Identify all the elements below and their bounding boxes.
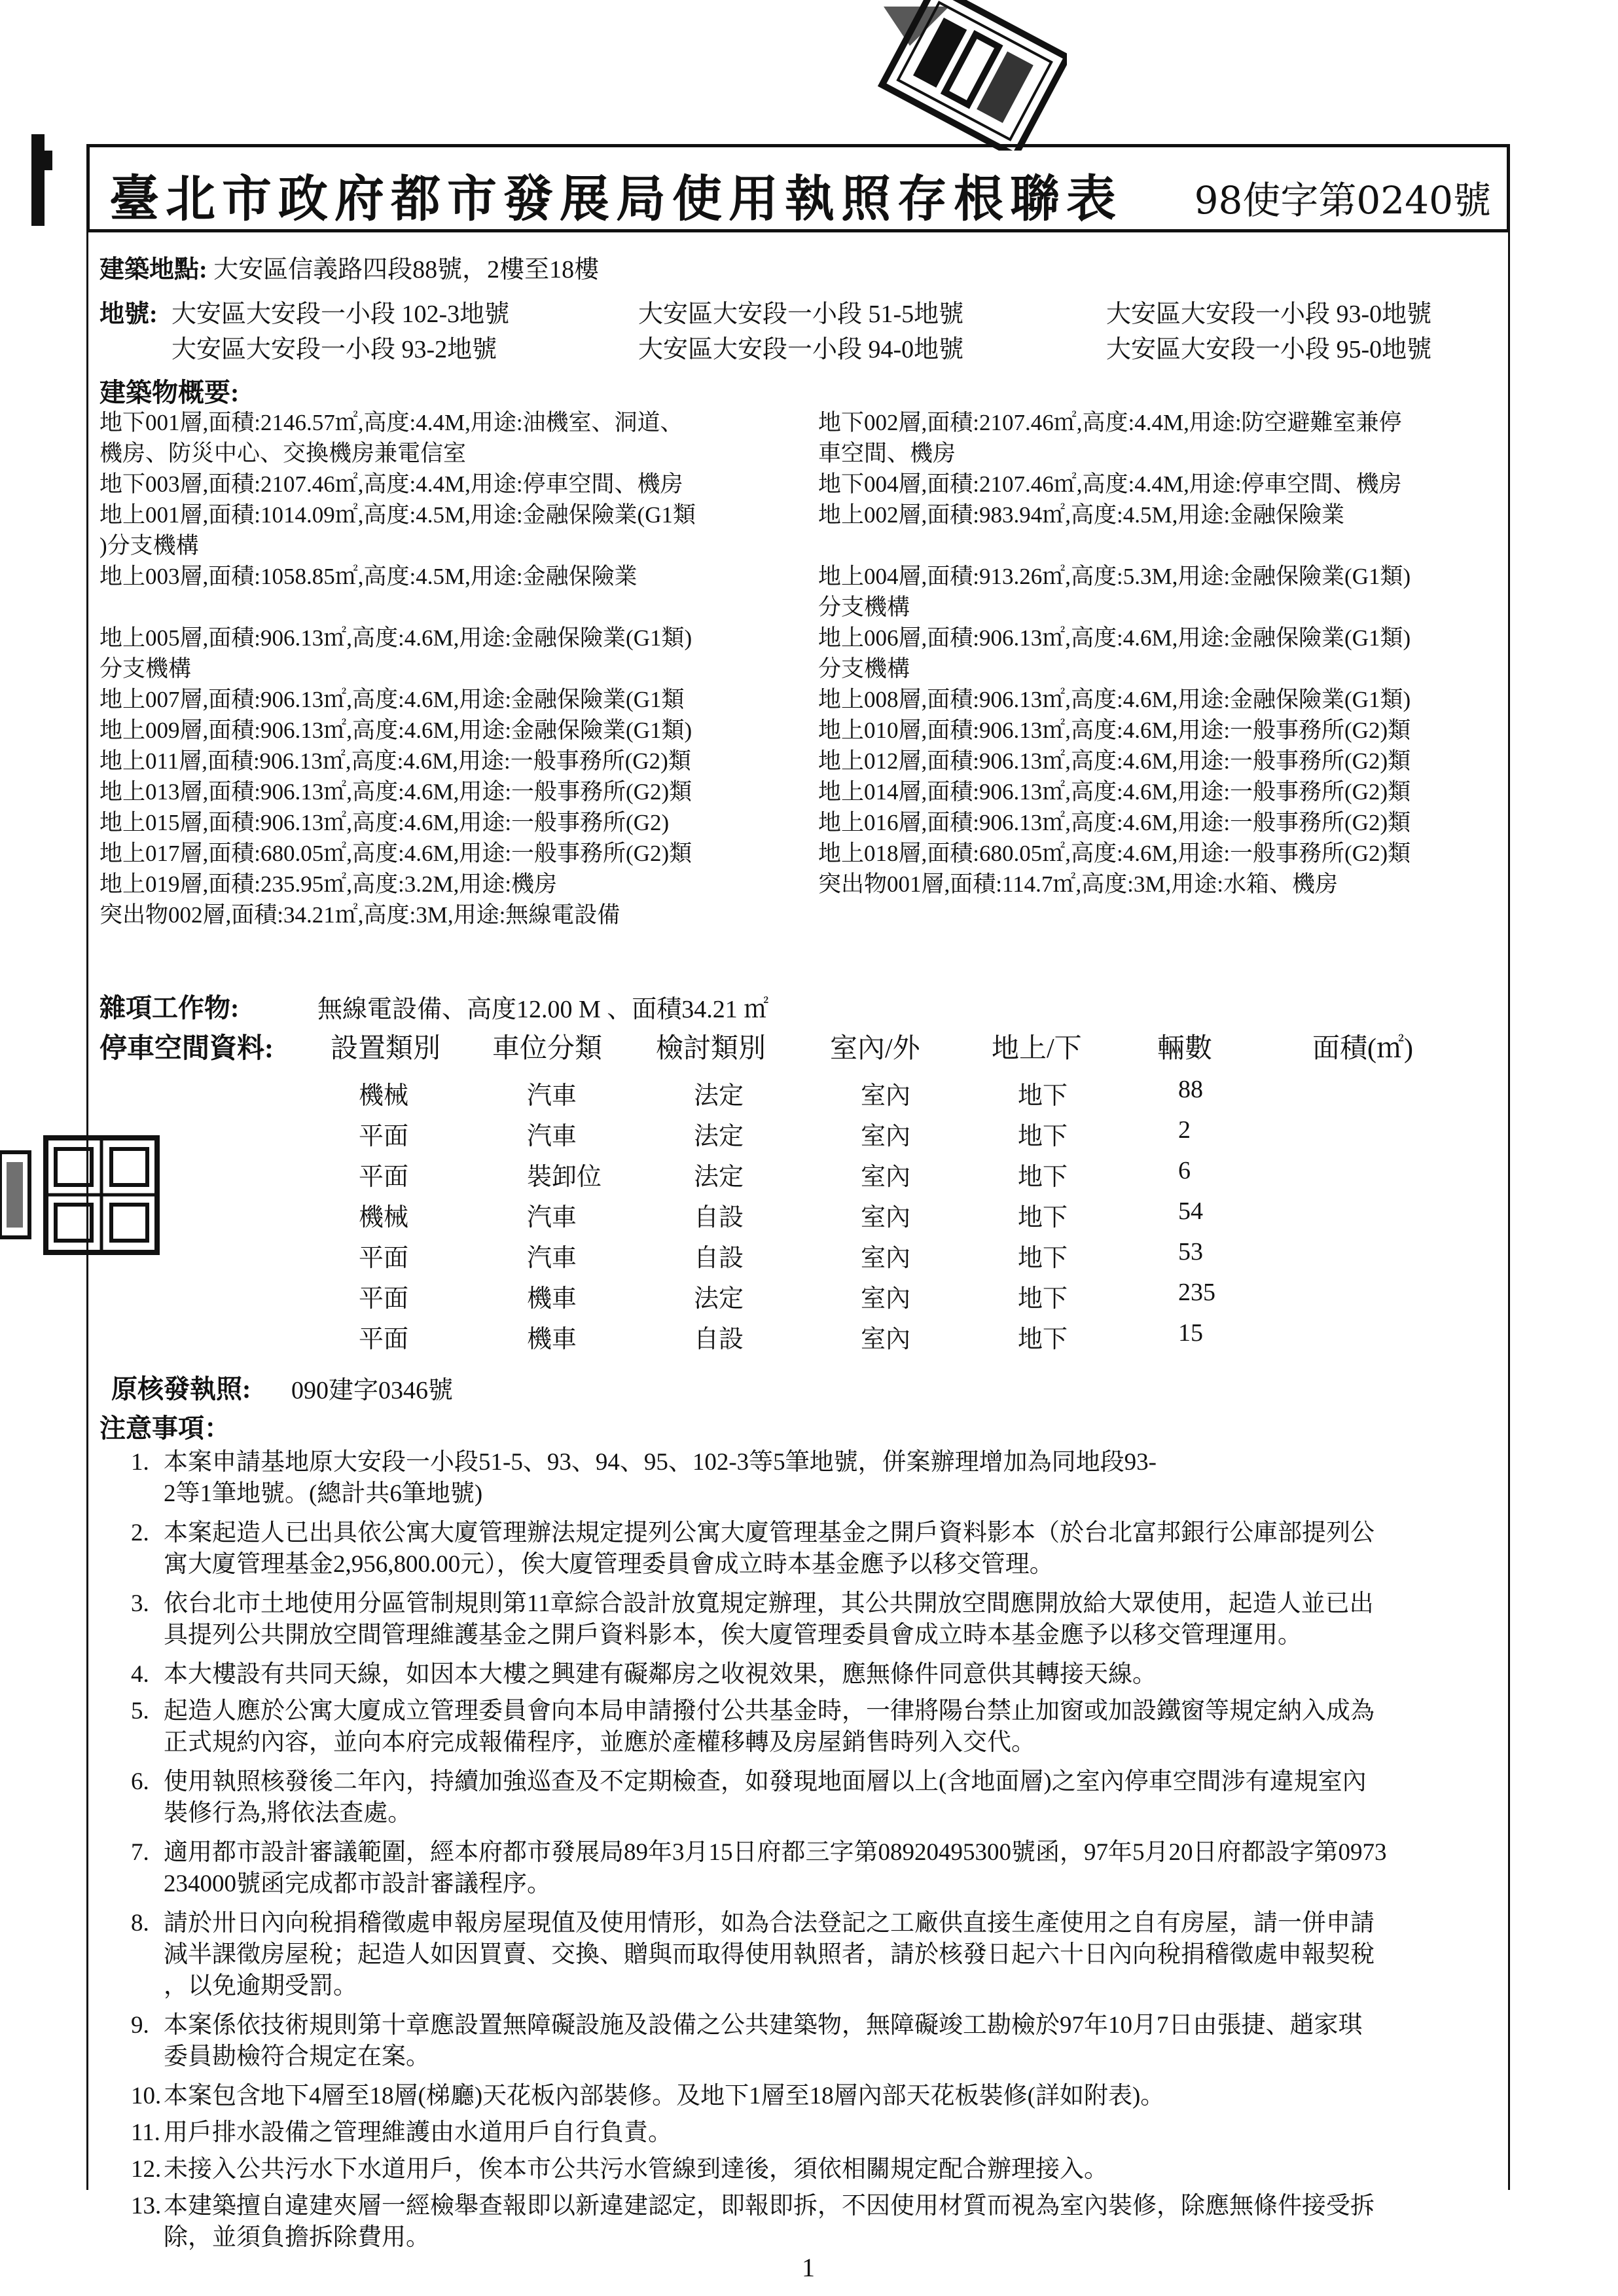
note-line: 234000號函完成都市設計審議程序。 — [164, 1870, 551, 1897]
overview-line: 地上010層,面積:906.13㎡,高度:4.6M,用途:一般事務所(G2)類 — [818, 718, 1411, 743]
overview-line — [818, 530, 1505, 561]
document-title: 臺北市政府都市發展局使用執照存根聯表 — [109, 170, 1123, 228]
note-line: 用戶排水設備之管理維護由水道用戶自行負責。 — [164, 2119, 672, 2146]
misc-work-label: 雜項工作物: — [99, 993, 240, 1023]
note-line: 本案起造人已出具依公寓大廈管理辦法規定提列公寓大廈管理基金之開戶資料影本（於台北富邦銀行公庫部提列公 — [164, 1520, 1375, 1546]
overview-line: 分支機構 — [818, 656, 910, 682]
parking-label: 停車空間資料: — [99, 1034, 274, 1064]
parking-cell: 53 — [1178, 1238, 1203, 1266]
note-line: 請於卅日內向稅捐稽徵處申報房屋現值及使用情形，如為合法登記之工廠供直接生產使用之自有房屋，請一併申請 — [164, 1910, 1375, 1937]
original-permit-label: 原核發執照: — [111, 1374, 251, 1404]
overview-line: 分支機構 — [818, 594, 910, 620]
lot-item: 大安區大安段一小段 102-3地號 — [171, 301, 510, 328]
parking-cell: 自設 — [694, 1204, 744, 1231]
overview-line: 地下003層,面積:2107.46㎡,高度:4.4M,用途:停車空間、機房 — [99, 471, 683, 497]
permit-number: 98使字第0240號 — [1194, 178, 1491, 223]
note-number: 1. — [131, 1449, 149, 1476]
note-number: 2. — [131, 1520, 149, 1546]
parking-cell: 88 — [1178, 1076, 1203, 1103]
note-text — [164, 2117, 1525, 2149]
note-number: 6. — [131, 1768, 149, 1795]
parking-cell: 室內 — [861, 1082, 911, 1110]
overview-line: 車空間、機房 — [818, 441, 956, 466]
parking-cell: 機車 — [527, 1326, 577, 1353]
parking-cell: 平面 — [359, 1245, 409, 1272]
parking-header-cell: 地上/下 — [992, 1034, 1082, 1064]
title-box — [86, 144, 1510, 232]
note-line: 2等1筆地號。(總計共6筆地號) — [164, 1480, 483, 1507]
parking-header-cell: 面積(㎡) — [1312, 1034, 1413, 1064]
note-number: 8. — [131, 1910, 149, 1937]
overview-line: 機房、防災中心、交換機房兼電信室 — [99, 441, 467, 466]
note-line: 除，並須負擔拆除費用。 — [164, 2224, 430, 2251]
parking-cell: 地下 — [1018, 1326, 1068, 1353]
overview-line: 突出物001層,面積:114.7㎡,高度:3M,用途:水箱、機房 — [818, 871, 1338, 897]
note-number: 4. — [131, 1661, 149, 1688]
parking-cell: 54 — [1178, 1197, 1203, 1225]
parking-cell: 地下 — [1018, 1163, 1068, 1191]
overview-line: 地上011層,面積:906.13㎡,高度:4.6M,用途:一般事務所(G2)類 — [99, 748, 691, 774]
note-text — [164, 1908, 1525, 2002]
parking-cell: 室內 — [861, 1326, 911, 1353]
note-line: 裝修行為,將依法查處。 — [164, 1800, 412, 1827]
overview-line: 地上002層,面積:983.94㎡,高度:4.5M,用途:金融保險業 — [818, 502, 1345, 528]
parking-header-cell: 檢討類別 — [656, 1034, 766, 1064]
parking-cell: 地下 — [1018, 1123, 1068, 1150]
parking-cell: 地下 — [1018, 1285, 1068, 1313]
original-permit-value: 090建字0346號 — [291, 1377, 454, 1404]
parking-cell: 平面 — [359, 1163, 409, 1191]
overview-label: 建築物概要: — [99, 378, 240, 407]
overview-line: )分支機構 — [99, 533, 199, 558]
parking-cell: 機械 — [359, 1082, 409, 1110]
notes-label: 注意事項： — [99, 1413, 230, 1443]
note-number: 9. — [131, 2012, 149, 2039]
overview-line: 地上012層,面積:906.13㎡,高度:4.6M,用途:一般事務所(G2)類 — [818, 748, 1411, 774]
parking-cell: 室內 — [861, 1163, 911, 1191]
note-line: 依台北市土地使用分區管制規則第11章綜合設計放寬規定辦理，其公共開放空間應開放給大眾使用，起造人並已出 — [164, 1590, 1374, 1617]
parking-header-cell: 設置類別 — [331, 1034, 441, 1064]
note-number: 10. — [131, 2083, 162, 2109]
note-line: 減半課徵房屋稅；起造人如因買賣、交換、贈與而取得使用執照者，請於核發日起六十日內向稅捐稽徵處申報契稅 — [164, 1941, 1375, 1968]
note-text — [164, 2081, 1525, 2112]
parking-cell: 機車 — [527, 1285, 577, 1313]
parking-cell: 汽車 — [527, 1123, 577, 1150]
overview-line — [818, 900, 1505, 930]
parking-cell: 平面 — [359, 1123, 409, 1150]
note-line: 寓大廈管理基金2,956,800.00元），俟大廈管理委員會成立時本基金應予以移交管理。 — [164, 1551, 1054, 1578]
note-number: 5. — [131, 1698, 149, 1724]
misc-work-value: 無線電設備、高度12.00 M 、面積34.21 ㎡ — [317, 996, 769, 1023]
parking-cell: 地下 — [1018, 1245, 1068, 1272]
lot-item: 大安區大安段一小段 93-2地號 — [171, 336, 497, 363]
note-text — [164, 1659, 1525, 1690]
note-text — [164, 1588, 1525, 1651]
overview-line — [99, 592, 806, 623]
parking-cell: 地下 — [1018, 1082, 1068, 1110]
parking-cell: 自設 — [694, 1245, 744, 1272]
parking-cell: 自設 — [694, 1326, 744, 1353]
lot-item: 大安區大安段一小段 94-0地號 — [638, 336, 964, 363]
official-seal-stamp-icon — [871, 0, 1067, 151]
overview-line: 地上001層,面積:1014.09㎡,高度:4.5M,用途:金融保險業(G1類 — [99, 502, 696, 528]
overview-line: 地上009層,面積:906.13㎡,高度:4.6M,用途:金融保險業(G1類) — [99, 718, 692, 743]
overview-line: 地上015層,面積:906.13㎡,高度:4.6M,用途:一般事務所(G2) — [99, 810, 670, 835]
overview-line: 地上004層,面積:913.26㎡,高度:5.3M,用途:金融保險業(G1類) — [818, 564, 1411, 589]
overview-line: 地上008層,面積:906.13㎡,高度:4.6M,用途:金融保險業(G1類) — [818, 687, 1411, 712]
note-number: 11. — [131, 2119, 160, 2146]
lot-item: 大安區大安段一小段 51-5地號 — [638, 301, 964, 328]
parking-cell: 2 — [1178, 1116, 1191, 1144]
note-text — [164, 1837, 1525, 1900]
parking-header-cell: 輛數 — [1157, 1034, 1213, 1064]
parking-cell: 地下 — [1018, 1204, 1068, 1231]
parking-cell: 機械 — [359, 1204, 409, 1231]
binder-mark-icon — [26, 131, 59, 229]
note-line: 使用執照核發後二年內，持續加強巡查及不定期檢查，如發現地面層以上(含地面層)之室內停車空間涉有違規室內 — [164, 1768, 1367, 1795]
overview-left-column — [99, 407, 806, 930]
parking-cell: 法定 — [694, 1082, 744, 1110]
overview-line: 地上005層,面積:906.13㎡,高度:4.6M,用途:金融保險業(G1類) — [99, 625, 692, 651]
overview-line: 地上007層,面積:906.13㎡,高度:4.6M,用途:金融保險業(G1類 — [99, 687, 685, 712]
note-line: 本案申請基地原大安段一小段51-5、93、94、95、102-3等5筆地號，併案辦理增加為同地段93- — [164, 1449, 1157, 1476]
parking-header-cell: 室內/外 — [830, 1034, 920, 1064]
parking-cell: 235 — [1178, 1279, 1215, 1306]
note-number: 3. — [131, 1590, 149, 1617]
overview-line: 地上018層,面積:680.05㎡,高度:4.6M,用途:一般事務所(G2)類 — [818, 841, 1411, 866]
parking-cell: 6 — [1178, 1157, 1191, 1184]
note-text — [164, 2010, 1525, 2073]
note-line: 委員勘檢符合規定在案。 — [164, 2043, 430, 2070]
overview-line: 地下001層,面積:2146.57㎡,高度:4.4M,用途:油機室、洞道、 — [99, 410, 683, 435]
note-number: 7. — [131, 1839, 149, 1866]
parking-cell: 法定 — [694, 1285, 744, 1313]
site-label: 建築地點: — [99, 256, 207, 283]
parking-cell: 法定 — [694, 1163, 744, 1191]
note-text — [164, 1518, 1525, 1580]
overview-line: 地下004層,面積:2107.46㎡,高度:4.4M,用途:停車空間、機房 — [818, 471, 1402, 497]
parking-cell: 室內 — [861, 1285, 911, 1313]
note-line: 本大樓設有共同天線，如因本大樓之興建有礙鄰房之收視效果，應無條件同意供其轉接天線。 — [164, 1661, 1157, 1688]
parking-cell: 汽車 — [527, 1082, 577, 1110]
note-line: 正式規約內容，並向本府完成報備程序，並應於產權移轉及房屋銷售時列入交代。 — [164, 1729, 1035, 1756]
note-text — [164, 1447, 1525, 1510]
lot-item: 大安區大安段一小段 93-0地號 — [1106, 301, 1432, 328]
note-number: 12. — [131, 2156, 162, 2183]
note-text — [164, 2154, 1525, 2185]
overview-line: 地下002層,面積:2107.46㎡,高度:4.4M,用途:防空避難室兼停 — [818, 410, 1402, 435]
parking-cell: 汽車 — [527, 1245, 577, 1272]
note-number: 13. — [131, 2193, 162, 2219]
parking-cell: 汽車 — [527, 1204, 577, 1231]
note-text — [164, 2191, 1525, 2253]
parking-cell: 平面 — [359, 1326, 409, 1353]
note-line: ，以免逾期受罰。 — [164, 1973, 357, 1999]
overview-line: 分支機構 — [99, 656, 192, 682]
note-line: 具提列公共開放空間管理維護基金之開戶資料影本，俟大廈管理委員會成立時本基金應予以移交管理運用。 — [164, 1622, 1302, 1649]
site-value: 大安區信義路四段88號，2樓至18樓 — [213, 256, 600, 283]
note-text — [164, 1766, 1525, 1829]
parking-header-cell: 車位分類 — [492, 1034, 603, 1064]
overview-line: 地上013層,面積:906.13㎡,高度:4.6M,用途:一般事務所(G2)類 — [99, 779, 692, 805]
parking-cell: 室內 — [861, 1123, 911, 1150]
overview-line: 地上014層,面積:906.13㎡,高度:4.6M,用途:一般事務所(G2)類 — [818, 779, 1411, 805]
parking-cell: 裝卸位 — [527, 1163, 602, 1191]
overview-right-column — [818, 407, 1505, 930]
overview-line: 地上006層,面積:906.13㎡,高度:4.6M,用途:金融保險業(G1類) — [818, 625, 1411, 651]
overview-line: 地上016層,面積:906.13㎡,高度:4.6M,用途:一般事務所(G2)類 — [818, 810, 1411, 835]
lots-label: 地號: — [99, 301, 158, 328]
page-number: 1 — [802, 2253, 815, 2282]
parking-cell: 15 — [1178, 1319, 1203, 1347]
note-line: 本案包含地下4層至18層(梯廳)天花板內部裝修。及地下1層至18層內部天花板裝修(詳如附表)。 — [164, 2083, 1165, 2109]
parking-cell: 室內 — [861, 1245, 911, 1272]
overview-line: 突出物002層,面積:34.21㎡,高度:3M,用途:無線電設備 — [99, 902, 620, 928]
lot-item: 大安區大安段一小段 95-0地號 — [1106, 336, 1432, 363]
note-text — [164, 1696, 1525, 1758]
overview-line: 地上019層,面積:235.95㎡,高度:3.2M,用途:機房 — [99, 871, 558, 897]
note-line: 本案係依技術規則第十章應設置無障礙設施及設備之公共建築物，無障礙竣工勘檢於97年10月7日由張捷、趙家琪 — [164, 2012, 1363, 2039]
site-address — [99, 249, 599, 285]
parking-cell: 室內 — [861, 1204, 911, 1231]
note-line: 適用都市設計審議範圍，經本府都市發展局89年3月15日府都三字第08920495300號函，97年5月20日府都設字第0973 — [164, 1839, 1387, 1866]
note-line: 本建築擅自違建夾層一經檢舉查報即以新違建認定，即報即拆，不因使用材質而視為室內裝修，除應無條件接受拆 — [164, 2193, 1375, 2219]
overview-line: 地上017層,面積:680.05㎡,高度:4.6M,用途:一般事務所(G2)類 — [99, 841, 692, 866]
note-line: 未接入公共污水下水道用戶，俟本市公共污水管線到達後，須依相關規定配合辦理接入。 — [164, 2156, 1108, 2183]
note-line: 起造人應於公寓大廈成立管理委員會向本局申請撥付公共基金時，一律將陽台禁止加窗或加設鐵窗等規定納入成為 — [164, 1698, 1375, 1724]
parking-cell: 平面 — [359, 1285, 409, 1313]
overview-line: 地上003層,面積:1058.85㎡,高度:4.5M,用途:金融保險業 — [99, 564, 638, 589]
parking-cell: 法定 — [694, 1123, 744, 1150]
